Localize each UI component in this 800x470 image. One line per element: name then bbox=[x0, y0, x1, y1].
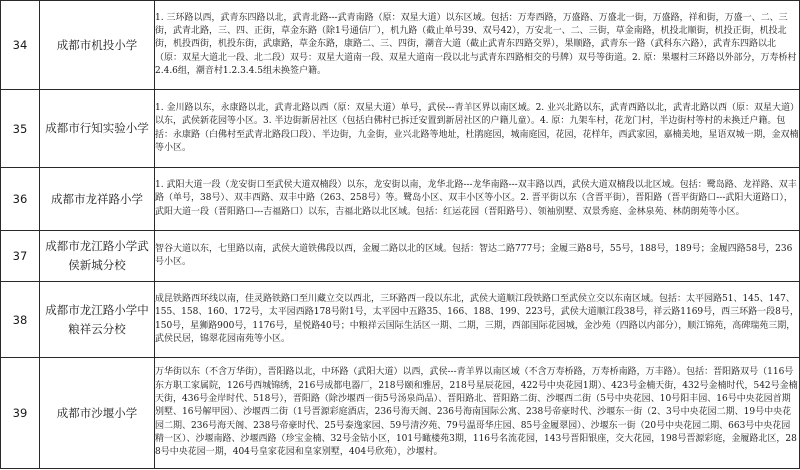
enrollment-range: 智谷大道以东，七里路以南，武侯大道铁佛段以西，金履二路以北的区域。包括：智达二路777号；金履三路8号，55号，188号，189号；金履四路58号，236号小区。 bbox=[155, 231, 800, 282]
row-number: 34 bbox=[1, 1, 40, 90]
school-name: 成都市机投小学 bbox=[40, 1, 155, 90]
row-number: 39 bbox=[1, 358, 40, 469]
row-number: 36 bbox=[1, 168, 40, 231]
table-row bbox=[1, 231, 800, 282]
row-number: 35 bbox=[1, 90, 40, 168]
enrollment-range: 1. 武阳大道一段（龙安街口至武侯大道双楠段）以东，龙安街以南，龙华北路---龙华南路---双丰路以西，武侯大道双楠段以北区域。包括：鹭岛路、龙祥路、双丰路（单号，38号）、双丰西路、双丰中路（263、258号）等。鹭岛小区、双丰小区等小区。2. 晋平街以东（含晋平街），晋阳路（晋平街路口---武阳大道路口），武阳大道一段（晋阳路口---吉福路口）以东，吉福北路以北区域。包括：红运花园（晋阳路号）、领袖别墅、双景秀庭、金林泉苑、林荫朗苑等小区。 bbox=[155, 168, 800, 231]
school-name: 成都市沙堰小学 bbox=[40, 358, 155, 469]
enrollment-range: 万华街以东（不含万华街），晋阳路以北，中环路（武阳大道）以西，武侯---青羊界以南区域（不含万寿桥路，万寿桥南路，万丰路）。包括：晋阳路双号（116号东方职工家属院，126号西城锦绣，216号成都电器厂，218号颐和雅居，218号星辰花园，422号中央花园1期）、423号金楠天街，432号金楠时代，542号金楠天街，436号金岸时代、518号），晋阳路（除沙堰西一街5号汤泉尚品）、晋阳路北、晋阳路二街、沙堰西二街（5号中央花园、10号阳丰园、16号中央花园首期别墅、16号解甲园）、沙堰西二街（1号晋源彩庭酒店，236号海天阁、236号海南国际公寓、238号帝豪时代、沙堰东一街（2、3号中央花园二期、19号中央花园二期、236号海天阁、238号帝豪时代、25号泰逸家园、59号清汐苑、79号温哥华庄园、85号金履翠园）、沙堰东一街（20号中央花园二期、663号中央花园精一区）、沙堰南路、沙堰西路（珍宝金楠、32号金钻小区，101号瞰楼苑3期，116号名流花园，143号晋阳银座，交大花园，198号晋源彩庭，金履路北区，288号中央花园一期，404号皇家花园和皇家别墅，404号欣苑），沙堰村。 bbox=[155, 358, 800, 469]
table-row bbox=[1, 1, 800, 90]
enrollment-range: 1. 三环路以西，武青东四路以北，武青北路---武青南路（原：双星大道）以东区域。包括：万寿西路，万盛路、万盛北一街，万盛路，祥和街，万盛一、二、三街，武青北路，三、四、正街，草金东路（除1号通信厂），机九路（截止单号39、双号42），万安北一、二、三街，草金南路，机投北顺街，机投正街，机投北街，机投西街，机投东街，武康路，草金东路，康路二、三、四街，潮音大道（截止武青东四路交界），果顺路，武青东一路（武科东六路），武青东四路以北（原：双星大道北一段、北二段）双号：双星大道南一段、双星大道南一段以北与武青东四路相交的号牌）双号等街道。2. 原：果堰村三环路以外部分，万寿桥村2.4.6组，潮音村1.2.3.4.5组未换签户籍。 bbox=[155, 1, 800, 90]
table-row bbox=[1, 90, 800, 168]
enrollment-range: 成昆铁路西环线以南，佳灵路铁路口至川藏立交以西北，三环路西一段以东北，武侯大道顺江段铁路口至武侯立交以东南区域。包括：太平园路51、145、147、155、158、160、172号，太平园西路178号附1号，太平园中五路35、166、188、199、223号，武侯大道顺江段38号，祥云路1169号，西三环路一段8号，150号，星狮路900号，1176号，星悦路40号；中粮祥云国际生活区一期、二期，三期，西部国际花园城，金沙苑（四路以内部分），顺江锦苑，高碑瑞苑三期，武侯民居，锦翠花园南苑等小区。 bbox=[155, 282, 800, 358]
school-name: 成都市龙江路小学武侯新城分校 bbox=[40, 231, 155, 282]
table-row bbox=[1, 282, 800, 358]
table-row bbox=[1, 358, 800, 469]
row-number: 37 bbox=[1, 231, 40, 282]
school-name: 成都市龙祥路小学 bbox=[40, 168, 155, 231]
enrollment-range: 1. 金川路以东，永康路以北，武青北路以西（原：双星大道）单号，武侯---青羊区界以南区域。2. 业兴北路以东，武青西路以北，武青北路以西（原：双星大道）以东，武侯新花园等小区。3. 半边街新居社区（包括白佛村已拆迁安置到新居社区的户籍儿童）。4. 原：九架车村，花龙门村，半边街村等村的未换迁户籍。包括：永康路（白佛村至武青北路段口段）、半边街，九金街，业兴北路等地址，杜鹃庭园，城南庭园，花园，花样年，西武家园，嘉楠美地，星语双城一期，金双楠等小区。 bbox=[155, 90, 800, 168]
school-name: 成都市龙江路小学中粮祥云分校 bbox=[40, 282, 155, 358]
row-number: 38 bbox=[1, 282, 40, 358]
table-row bbox=[1, 168, 800, 231]
school-name: 成都市行知实验小学 bbox=[40, 90, 155, 168]
